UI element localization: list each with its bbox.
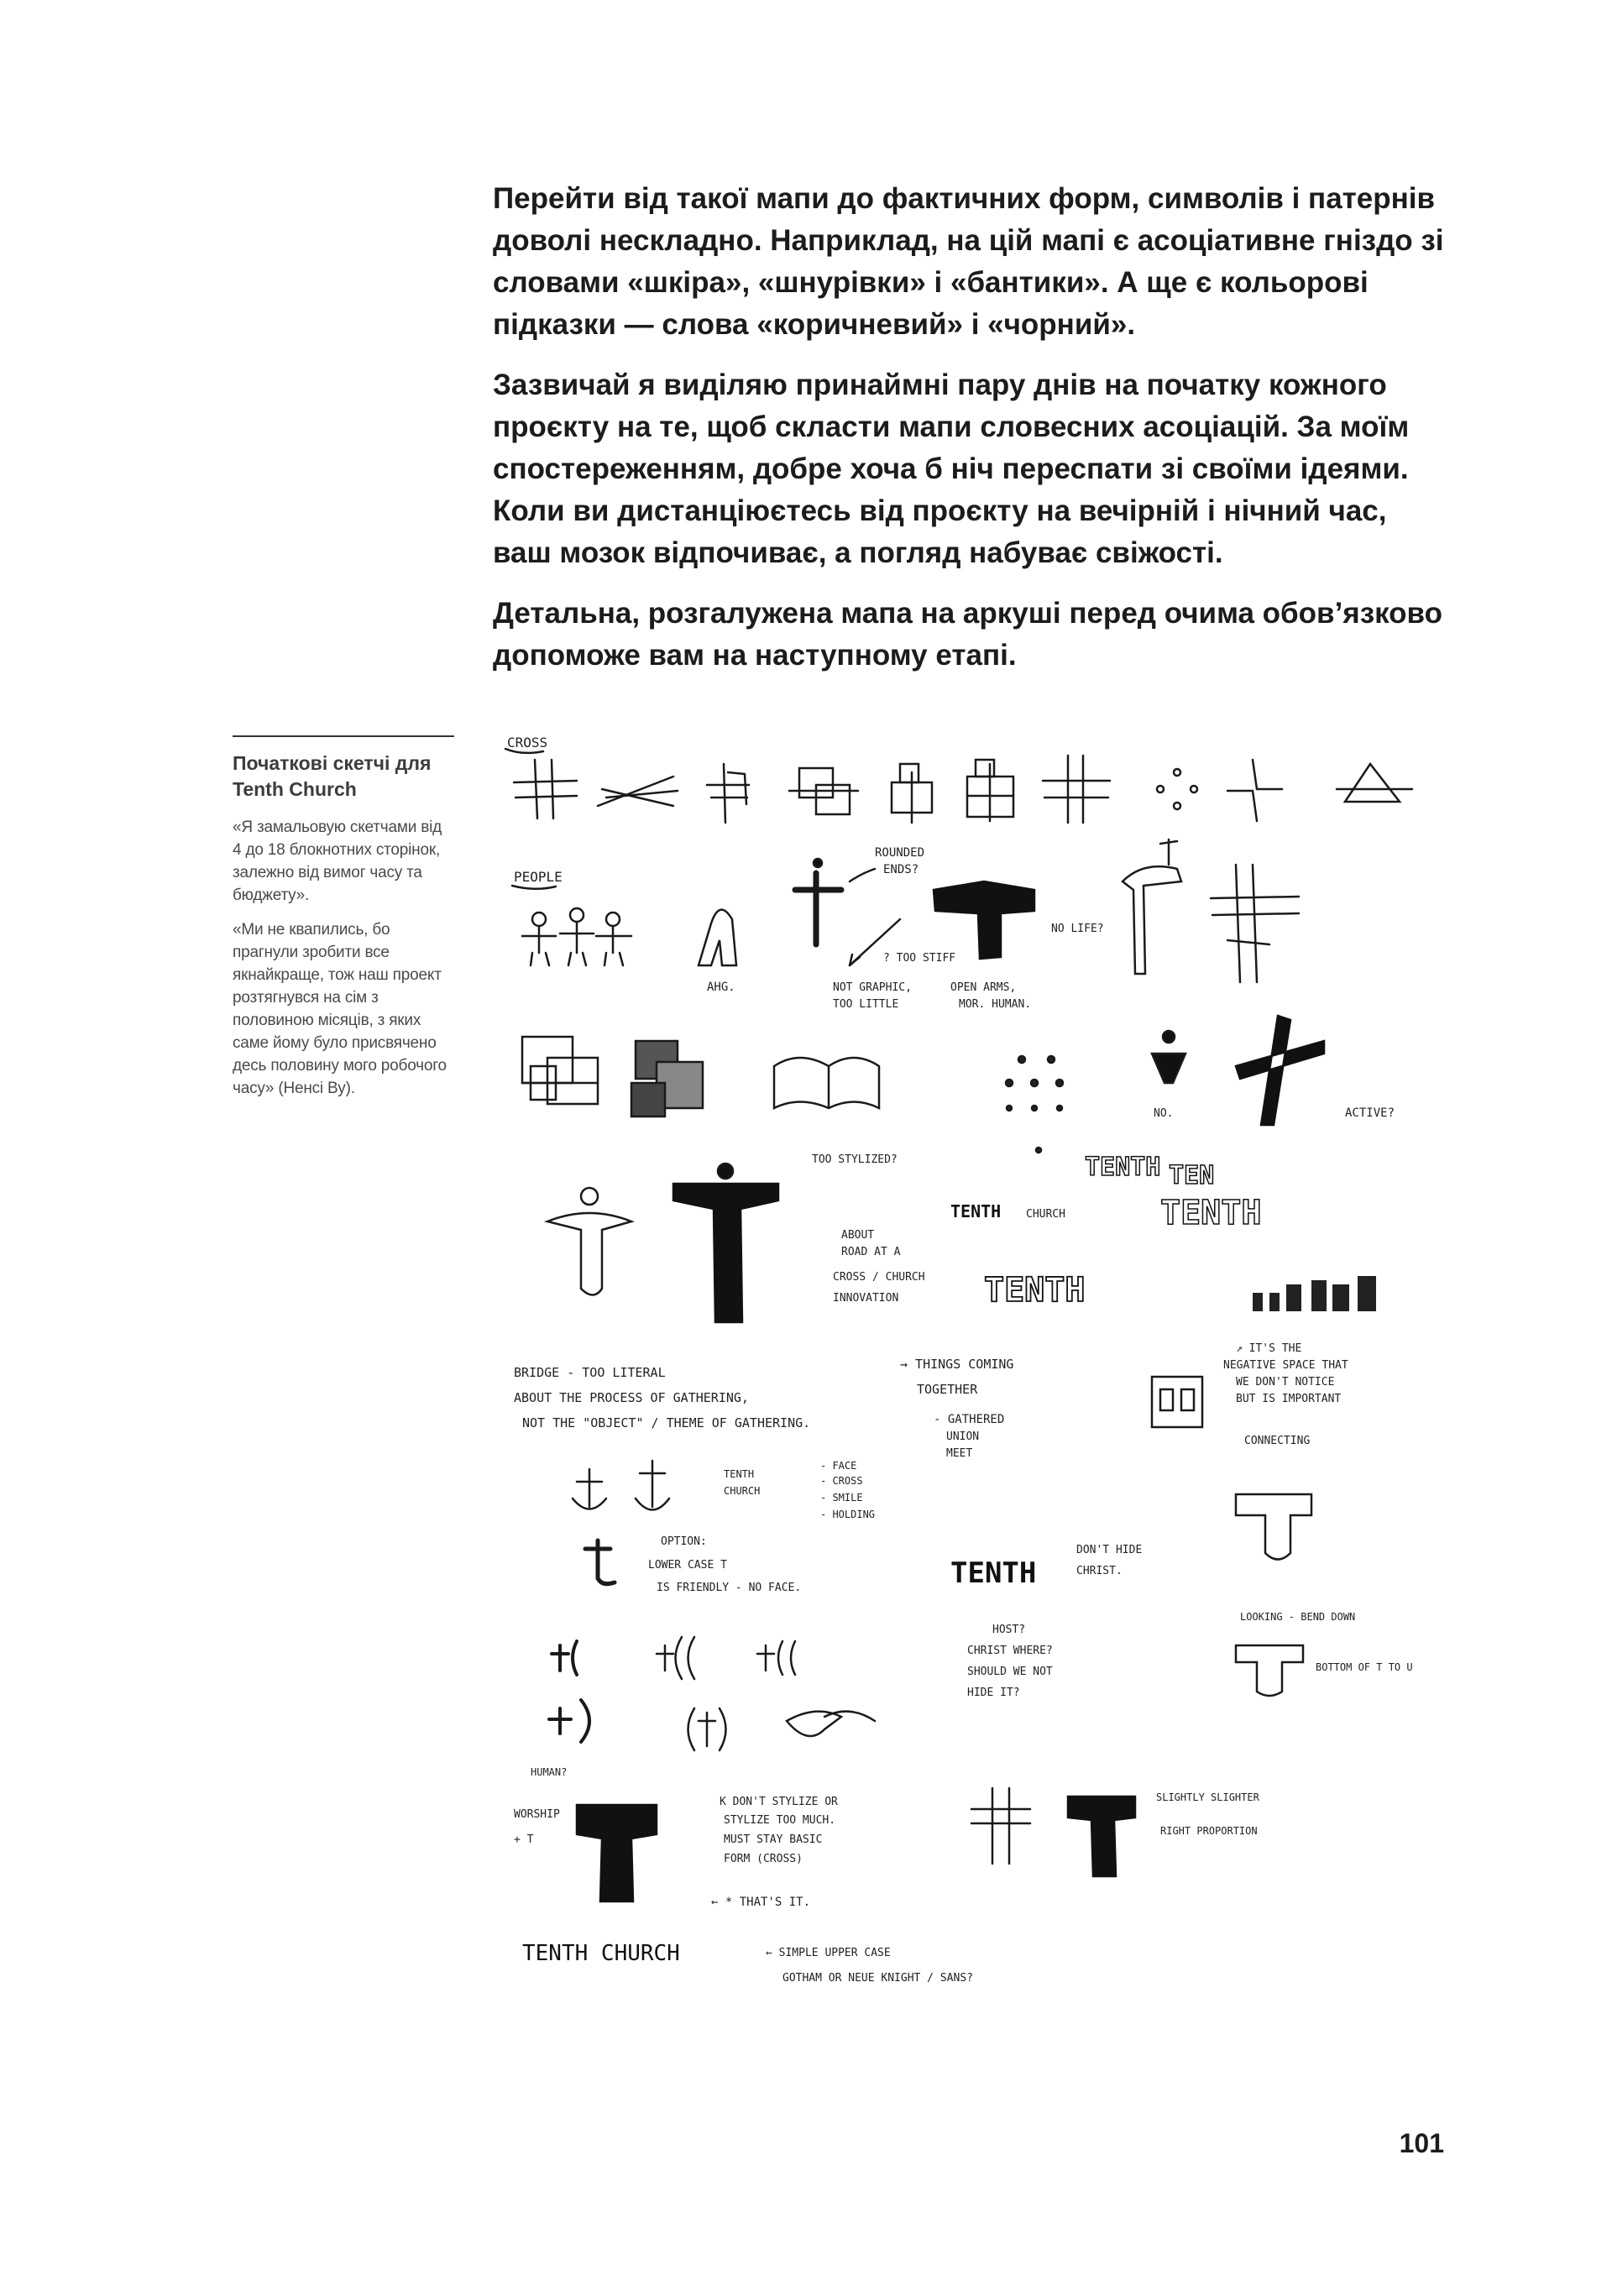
svg-text:WE DON'T NOTICE: WE DON'T NOTICE — [1236, 1376, 1335, 1389]
svg-text:TENTH: TENTH — [950, 1556, 1037, 1590]
svg-text:FORM (CROSS): FORM (CROSS) — [724, 1853, 803, 1865]
svg-text:CHRIST WHERE?: CHRIST WHERE? — [967, 1645, 1053, 1657]
paragraph-3: Детальна, розгалужена мапа на аркуші перед очима обов’язково допоможе вам на наступному етапі. — [493, 597, 1442, 672]
svg-text:LOWER CASE T: LOWER CASE T — [648, 1559, 727, 1572]
svg-text:OPTION:: OPTION: — [661, 1535, 707, 1548]
svg-text:GOTHAM OR NEUE KNIGHT / SANS?: GOTHAM OR NEUE KNIGHT / SANS? — [782, 1972, 973, 1985]
svg-text:- HOLDING: - HOLDING — [820, 1509, 876, 1520]
svg-text:INNOVATION: INNOVATION — [833, 1292, 899, 1305]
body-text — [493, 178, 1452, 695]
svg-text:PEOPLE: PEOPLE — [514, 869, 563, 885]
svg-text:HIDE IT?: HIDE IT? — [967, 1687, 1020, 1699]
svg-text:DON'T HIDE: DON'T HIDE — [1076, 1544, 1143, 1556]
svg-text:SHOULD WE NOT: SHOULD WE NOT — [967, 1666, 1053, 1678]
svg-text:SLIGHTLY SLIGHTER: SLIGHTLY SLIGHTER — [1156, 1791, 1259, 1803]
svg-text:ACTIVE?: ACTIVE? — [1345, 1106, 1395, 1120]
svg-text:STYLIZE TOO MUCH.: STYLIZE TOO MUCH. — [724, 1814, 836, 1827]
svg-text:MUST STAY BASIC: MUST STAY BASIC — [724, 1833, 823, 1846]
svg-text:← * THAT'S IT.: ← * THAT'S IT. — [711, 1896, 811, 1909]
svg-text:BRIDGE - TOO LITERAL: BRIDGE - TOO LITERAL — [514, 1365, 666, 1380]
svg-text:- SMILE: - SMILE — [820, 1492, 863, 1504]
svg-text:CHURCH: CHURCH — [1026, 1208, 1065, 1221]
svg-text:+ T: + T — [514, 1833, 534, 1846]
svg-text:→ THINGS COMING: → THINGS COMING — [900, 1357, 1014, 1372]
svg-text:ROUNDED: ROUNDED — [875, 846, 925, 860]
paragraph-2: Зазвичай я виділяю принаймні пару днів на початку кожного проєкту на те, щоб скласти мапи словесних асоціацій. За моїм спостереженням, добре хоча б ніч переспати зі своїми ідеями. Коли ви дистанціюєтесь від проєкту на вечірній і нічний час, ваш мозок відпочиває, а погляд набуває свіжості. — [493, 369, 1410, 569]
svg-text:WORSHIP: WORSHIP — [514, 1808, 560, 1821]
sketch-sheet — [497, 714, 1444, 2048]
svg-text:TENTH: TENTH — [1160, 1194, 1262, 1232]
svg-text:IS FRIENDLY - NO FACE.: IS FRIENDLY - NO FACE. — [657, 1582, 802, 1594]
svg-text:CROSS: CROSS — [507, 735, 548, 751]
svg-text:MOR. HUMAN.: MOR. HUMAN. — [959, 998, 1032, 1011]
svg-text:NOT GRAPHIC,: NOT GRAPHIC, — [833, 981, 912, 994]
svg-text:NOT THE "OBJECT" / THEME OF GA: NOT THE "OBJECT" / THEME OF GATHERING. — [522, 1415, 811, 1430]
svg-text:BUT IS IMPORTANT: BUT IS IMPORTANT — [1236, 1393, 1342, 1405]
svg-text:K DON'T STYLIZE OR: K DON'T STYLIZE OR — [720, 1796, 838, 1808]
svg-text:TENTH: TENTH — [1085, 1153, 1161, 1182]
svg-text:↗ IT'S THE: ↗ IT'S THE — [1236, 1342, 1302, 1355]
svg-text:TEN: TEN — [1169, 1161, 1215, 1190]
page-number: 101 — [1399, 2128, 1444, 2158]
svg-text:ABOUT THE PROCESS OF GATHERING: ABOUT THE PROCESS OF GATHERING, — [514, 1390, 749, 1405]
svg-text:TOO LITTLE: TOO LITTLE — [833, 998, 899, 1011]
svg-text:TENTH: TENTH — [984, 1271, 1086, 1310]
svg-text:TENTH CHURCH: TENTH CHURCH — [522, 1941, 680, 1966]
sidebar-divider — [233, 735, 454, 737]
svg-text:NO.: NO. — [1154, 1107, 1174, 1120]
svg-text:NO LIFE?: NO LIFE? — [1051, 923, 1104, 935]
svg-text:- CROSS: - CROSS — [820, 1475, 863, 1487]
sidebar-caption — [233, 751, 454, 1111]
svg-text:HOST?: HOST? — [992, 1624, 1026, 1636]
svg-text:ENDS?: ENDS? — [883, 863, 919, 876]
svg-text:← SIMPLE UPPER CASE: ← SIMPLE UPPER CASE — [766, 1947, 891, 1959]
svg-text:UNION: UNION — [946, 1430, 980, 1443]
svg-text:ROAD AT A: ROAD AT A — [841, 1246, 901, 1258]
svg-text:TOO STYLIZED?: TOO STYLIZED? — [812, 1153, 898, 1166]
svg-text:TENTH: TENTH — [724, 1468, 755, 1480]
svg-text:NEGATIVE SPACE THAT: NEGATIVE SPACE THAT — [1223, 1359, 1348, 1372]
sidebar-quote-2: «Ми не квапились, бо прагнули зробити все якнайкраще, тож наш проект розтягнувся на сім з половиною місяців, з яких саме йому було присвячено десь половину мого робочого часу» (Ненсі Ву). — [233, 921, 447, 1097]
svg-text:- GATHERED: - GATHERED — [934, 1413, 1005, 1426]
svg-text:AHG.: AHG. — [707, 981, 735, 994]
sidebar-quote-1: «Я замальовую скетчами від 4 до 18 блокнотних сторінок, залежно від вимог часу та бюджету». — [233, 819, 442, 904]
svg-text:TOGETHER: TOGETHER — [917, 1382, 978, 1397]
svg-text:CHURCH: CHURCH — [724, 1485, 761, 1497]
svg-text:CHRIST.: CHRIST. — [1076, 1565, 1123, 1577]
svg-text:? TOO STIFF: ? TOO STIFF — [883, 952, 956, 965]
svg-text:HUMAN?: HUMAN? — [531, 1766, 568, 1778]
svg-text:OPEN ARMS,: OPEN ARMS, — [950, 981, 1017, 994]
svg-text:BOTTOM OF T TO U: BOTTOM OF T TO U — [1316, 1661, 1413, 1673]
svg-text:- FACE: - FACE — [820, 1460, 857, 1472]
svg-text:MEET: MEET — [946, 1447, 973, 1460]
svg-text:CONNECTING: CONNECTING — [1244, 1435, 1311, 1447]
svg-text:LOOKING - BEND DOWN: LOOKING - BEND DOWN — [1240, 1611, 1356, 1623]
svg-text:RIGHT PROPORTION: RIGHT PROPORTION — [1160, 1825, 1258, 1837]
paragraph-1: Перейти від такої мапи до фактичних форм, символів і патернів доволі нескладно. Наприклад, на цій мапі є асоціативне гніздо зі словами «шкіра», «шнурівки» і «бантики». А ще є кольорові підказки — слова «коричневий» і «чорний». — [493, 182, 1444, 341]
svg-text:TENTH: TENTH — [950, 1201, 1002, 1221]
sidebar-title: Початкові скетчі для Tenth Church — [233, 752, 432, 800]
sketch-drawing — [497, 714, 1444, 2048]
svg-text:ABOUT: ABOUT — [841, 1229, 875, 1242]
svg-text:CROSS / CHURCH: CROSS / CHURCH — [833, 1271, 925, 1284]
